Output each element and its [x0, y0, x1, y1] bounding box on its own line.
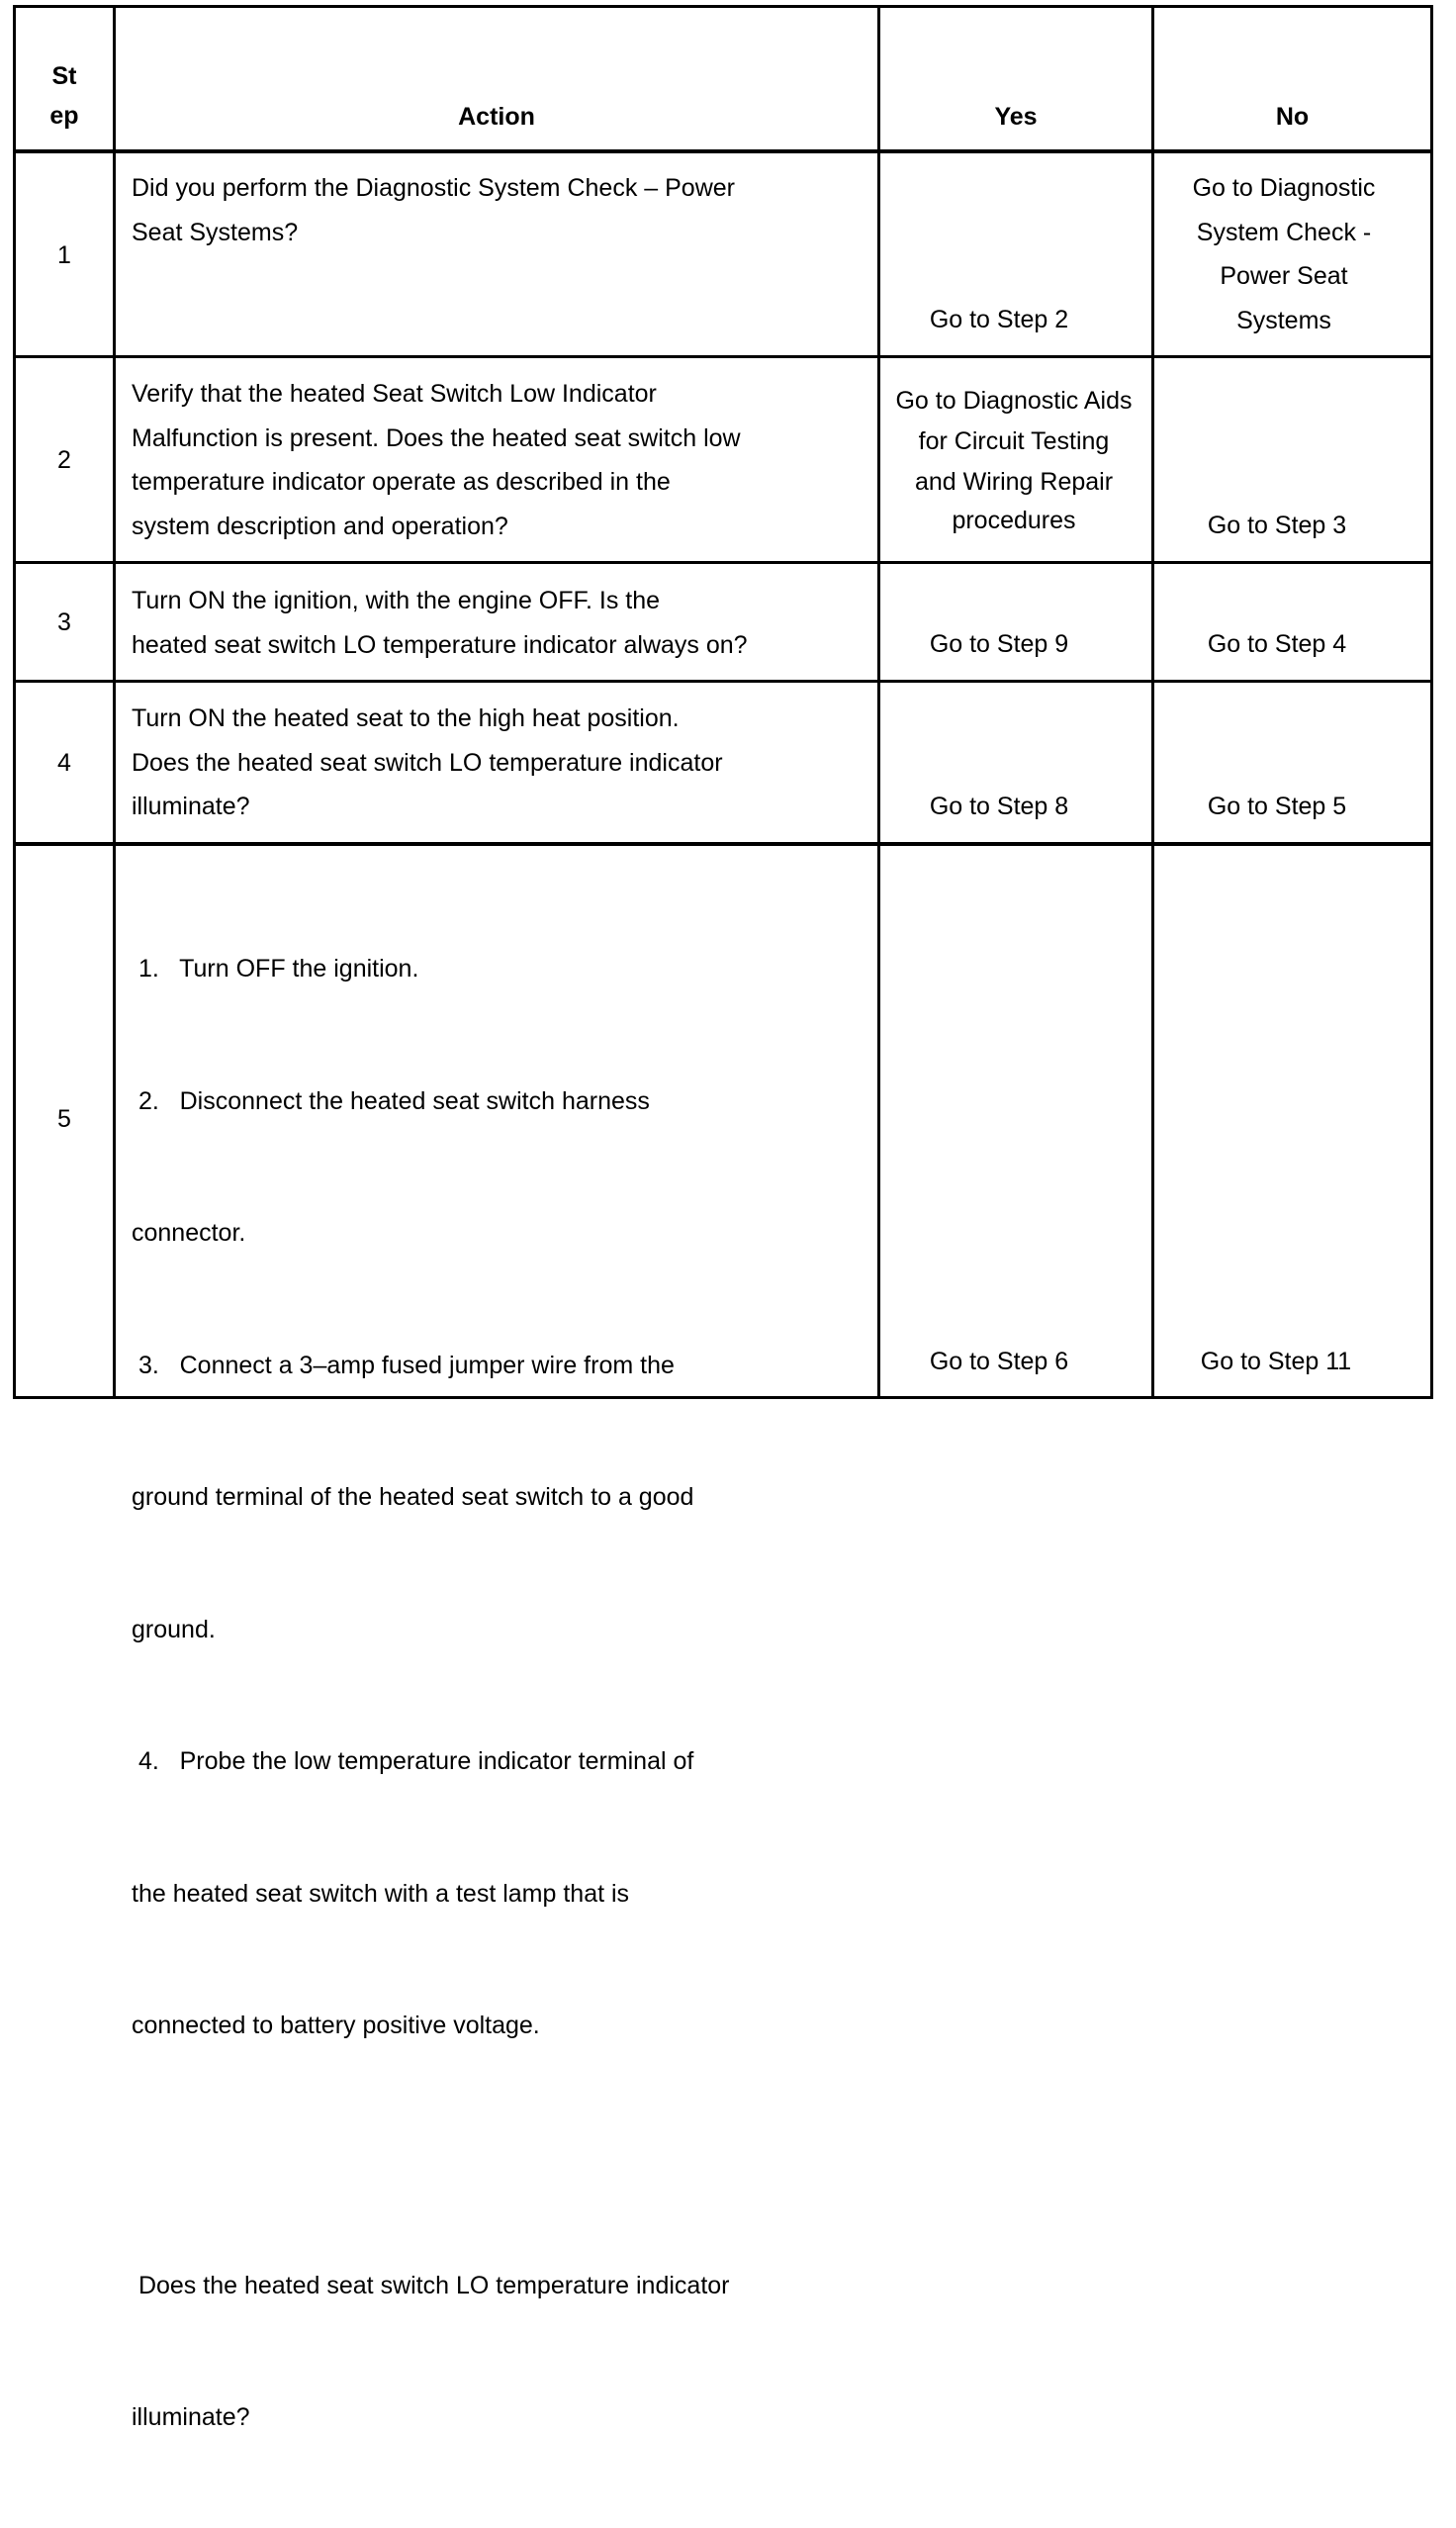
- header-no: No: [1275, 103, 1310, 131]
- yes-result: Go to Diagnostic Aids for Circuit Testing and Wiring Repair procedures: [895, 387, 1133, 534]
- yes-result: Go to Step 6: [929, 1348, 1069, 1375]
- header-step-line-1: St: [51, 62, 77, 90]
- action-text: Verify that the heated Seat Switch Low Indicator Malfunction is present. Does the heated seat switch low temperature indicator operate as described in the system description and operation?: [132, 380, 741, 540]
- header-yes: Yes: [994, 103, 1038, 131]
- step-number: 4: [57, 749, 71, 777]
- no-result: Go to Diagnostic System Check - Power Seat Systems: [1192, 174, 1376, 334]
- header-action: Action: [458, 103, 535, 131]
- row-divider-1: [13, 355, 1433, 358]
- action-text: 1. Turn OFF the ignition. 2. Disconnect the heated seat switch harness connector. 3. Connect a 3–amp fused jumper wire from the ground terminal of the heated seat switch to a good ground. 4. Probe the low temperature indicator terminal of the heated seat switch with a test lamp that is connected to battery positive voltage. Does the heated seat switch LO temperature indicator illuminate?: [132, 955, 730, 2431]
- yes-result: Go to Step 9: [929, 630, 1069, 658]
- header-step: [16, 56, 113, 136]
- row-divider-2: [13, 561, 1433, 564]
- header-divider: [13, 149, 1433, 153]
- action-text: Turn ON the ignition, with the engine OFF. Is the heated seat switch LO temperature indicator always on?: [132, 587, 748, 659]
- row-divider-4: [13, 842, 1433, 846]
- yes-result: Go to Step 8: [929, 793, 1069, 820]
- step-number: 1: [57, 241, 71, 269]
- action-text: Turn ON the heated seat to the high heat position. Does the heated seat switch LO temperature indicator illuminate?: [132, 704, 723, 820]
- no-result: Go to Step 4: [1207, 630, 1347, 658]
- no-result: Go to Step 5: [1207, 793, 1347, 820]
- row-divider-3: [13, 680, 1433, 683]
- step-number: 3: [57, 609, 71, 636]
- border-left: [13, 5, 16, 1399]
- yes-result: Go to Step 2: [929, 306, 1069, 333]
- col-divider-step: [113, 5, 116, 1399]
- step-number: 2: [57, 446, 71, 474]
- border-right: [1430, 5, 1433, 1399]
- no-result: Go to Step 11: [1200, 1348, 1352, 1375]
- action-text: Did you perform the Diagnostic System Check – Power Seat Systems?: [132, 174, 735, 246]
- step-number: 5: [57, 1105, 71, 1133]
- border-top: [13, 5, 1433, 8]
- col-divider-action: [877, 5, 880, 1399]
- header-step-line-2: ep: [49, 102, 79, 130]
- no-result: Go to Step 3: [1207, 512, 1347, 539]
